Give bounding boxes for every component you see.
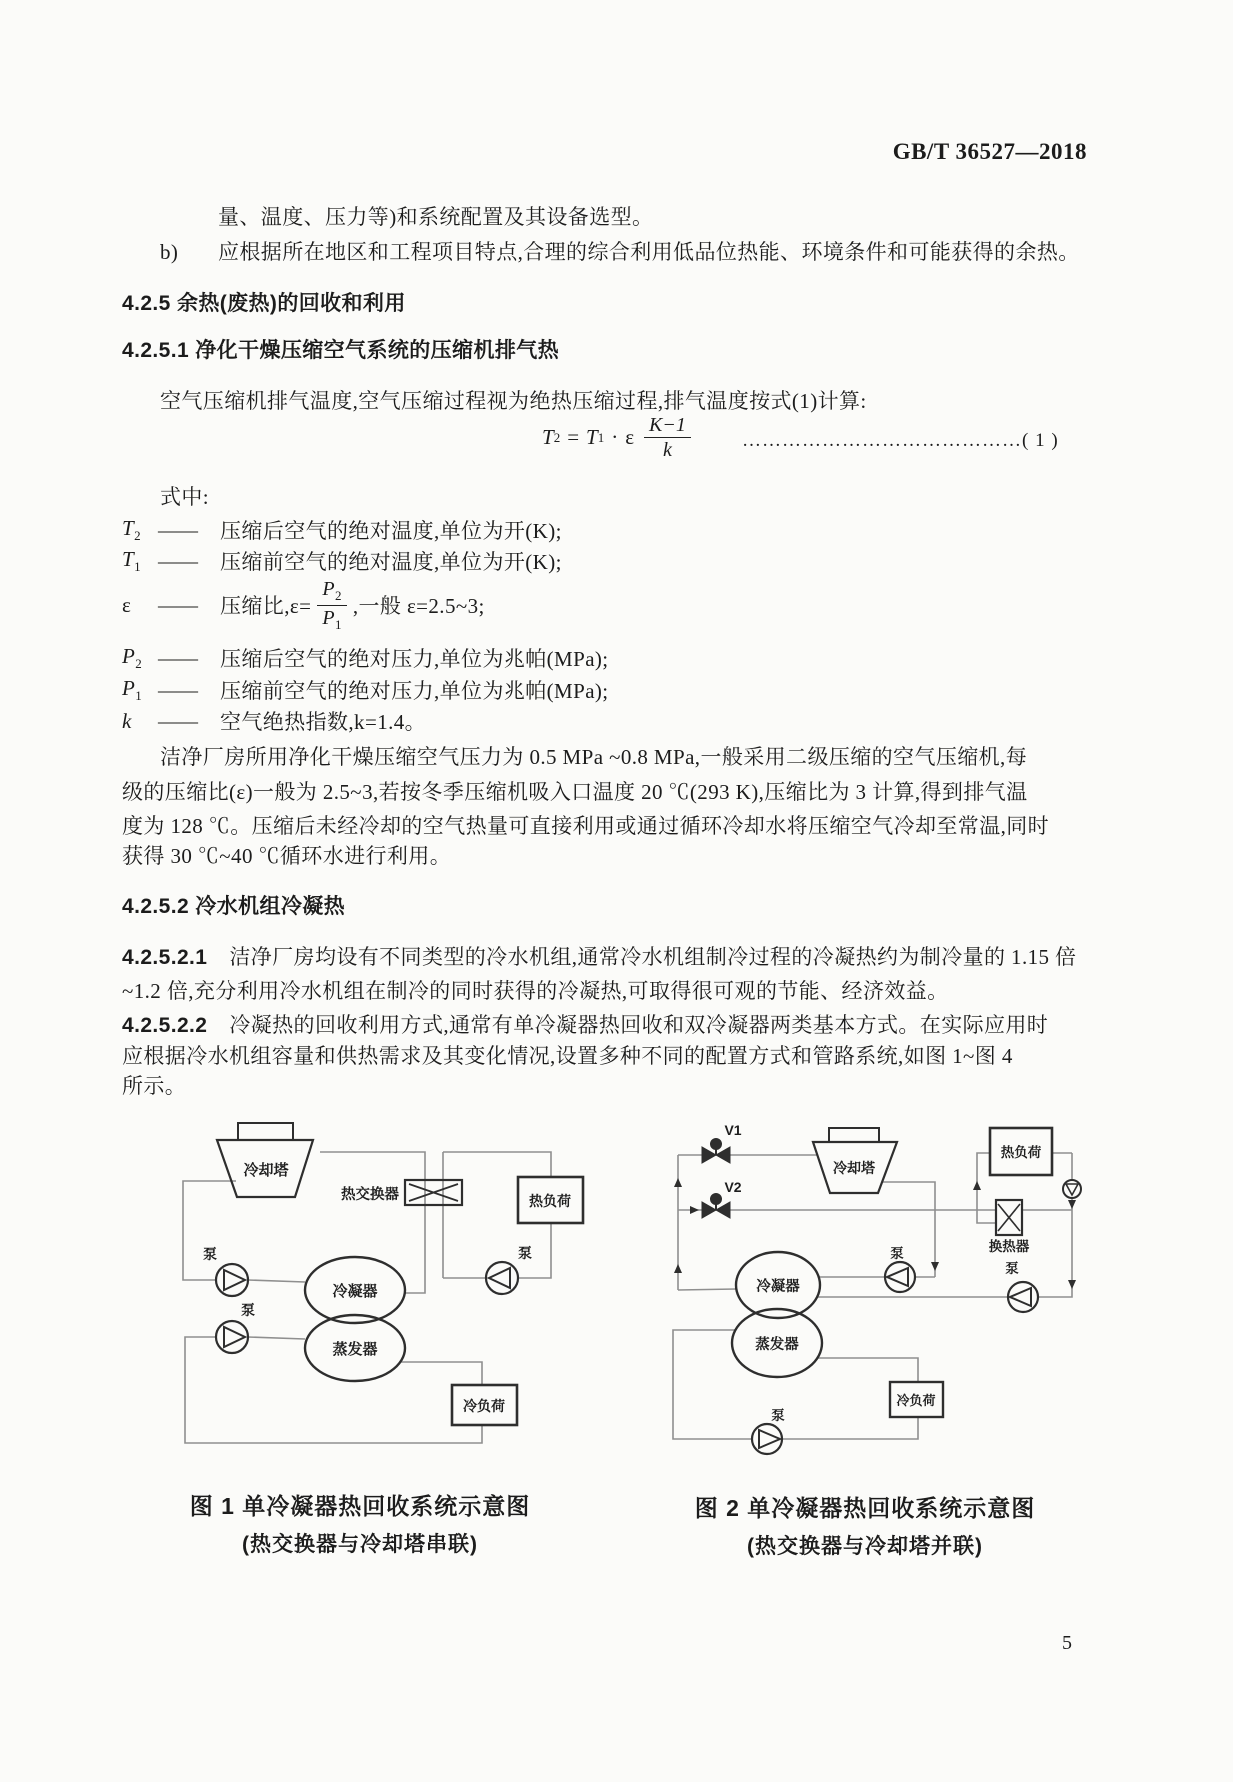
- cool-load-label: 冷负荷: [896, 1393, 936, 1408]
- pressure-ratio-fraction: $\frac{P_2}{P_1}$: [317, 578, 347, 632]
- body-line: 4.2.5.2.1 洁净厂房均设有不同类型的冷水机组,通常冷水机组制冷过程的冷凝热约为制冷量的 1.15 倍: [122, 945, 1077, 969]
- def-symbol: k: [122, 708, 132, 733]
- figure1-caption: 图 1 单冷凝器热回收系统示意图: [189, 1493, 531, 1519]
- equation-1: T 2 = T 1 · ε $\frac{K-1}{k}$: [542, 414, 697, 461]
- valve-v2: [702, 1194, 730, 1219]
- up-arrow: [674, 1264, 682, 1273]
- up-arrow: [674, 1178, 682, 1187]
- down-arrow: [1068, 1280, 1076, 1289]
- condenser-label: 冷凝器: [756, 1279, 800, 1295]
- pump-label: 泵: [203, 1246, 217, 1262]
- valve-v1: [702, 1139, 730, 1164]
- where-label: 式中:: [160, 485, 210, 509]
- heat-exchanger-label: 换热器: [988, 1239, 1030, 1254]
- figure1-diagram: [150, 1085, 620, 1470]
- pump-symbol: [752, 1424, 782, 1454]
- cooling-tower-fan-housing: [238, 1123, 293, 1140]
- body-line: ~1.2 倍,充分利用冷水机组在制冷的同时获得的冷凝热,可取得很可观的节能、经济效益。: [122, 979, 949, 1003]
- figure1-subcaption: (热交换器与冷却塔串联): [242, 1533, 478, 1556]
- definition-row-epsilon: ε —— 压缩比,ε= $\frac{P_2}{P_1}$ ,一般 ε=2.5~3;: [122, 578, 485, 632]
- definition-row-t2: $T_2$ —— 压缩后空气的绝对温度,单位为开(K);: [122, 515, 562, 544]
- equation-number: ……………………………………( 1 ): [742, 430, 1059, 451]
- equation-1-row: [122, 408, 1112, 478]
- def-symbol: $P_2$: [122, 643, 143, 672]
- clause-marker: 4.2.5.2.1: [122, 946, 208, 969]
- def-symbol: ε: [122, 592, 132, 617]
- body-line: 应根据冷水机组容量和供热需求及其变化情况,设置多种不同的配置方式和管路系统,如图 1~图 4: [122, 1044, 1013, 1068]
- pump-symbol: [216, 1321, 248, 1353]
- definition-row-k: k —— 空气绝热指数,k=1.4。: [122, 708, 427, 734]
- pump-symbol: [885, 1262, 915, 1292]
- def-symbol: $T_2$: [122, 515, 141, 544]
- page-number: 5: [1062, 1632, 1072, 1654]
- clause-marker: 4.2.5.2.2: [122, 1014, 208, 1037]
- heat-load-label: 热负荷: [529, 1193, 571, 1209]
- definition-row-p1: $P_1$ —— 压缩前空气的绝对压力,单位为兆帕(MPa);: [122, 675, 609, 704]
- body-line: 4.2.5.2.2 冷凝热的回收利用方式,通常有单冷凝器热回收和双冷凝器两类基本方式。在实际应用时: [122, 1013, 1049, 1037]
- pump-label: 泵: [1005, 1261, 1019, 1276]
- definition-row-p2: $P_2$ —— 压缩后空气的绝对压力,单位为兆帕(MPa);: [122, 643, 609, 672]
- eq-exponent-fraction: $\frac{K-1}{k}$: [644, 414, 691, 461]
- pump-label: 泵: [771, 1408, 785, 1423]
- pump-symbol: [216, 1264, 248, 1296]
- condenser-label: 冷凝器: [332, 1283, 378, 1300]
- item-b-text: 应根据所在地区和工程项目特点,合理的综合利用低品位热能、环境条件和可能获得的余热。: [218, 240, 1080, 264]
- down-arrow: [931, 1262, 939, 1271]
- pump-label: 泵: [241, 1302, 255, 1318]
- body-line: 所示。: [122, 1074, 187, 1098]
- down-arrow: [1068, 1200, 1076, 1209]
- evaporator-label: 蒸发器: [332, 1341, 378, 1358]
- list-item-b: [160, 236, 1080, 266]
- right-arrow: [690, 1206, 699, 1214]
- evaporator-label: 蒸发器: [755, 1337, 799, 1353]
- body-line: 获得 30 ℃~40 ℃循环水进行利用。: [122, 844, 452, 868]
- def-symbol: $T_1$: [122, 546, 141, 575]
- figure2-caption: 图 2 单冷凝器热回收系统示意图: [694, 1495, 1036, 1521]
- pump-label: 泵: [890, 1246, 904, 1261]
- heading-4-2-5-2: 4.2.5.2 冷水机组冷凝热: [122, 895, 346, 918]
- body-line: 级的压缩比(ε)一般为 2.5~3,若按冬季压缩机吸入口温度 20 ℃(293 K),压缩比为 3 计算,得到排气温: [122, 780, 1028, 804]
- cool-load-label: 冷负荷: [463, 1398, 505, 1414]
- figure2-diagram: [620, 1085, 1105, 1470]
- eq-rhs: T: [586, 425, 598, 449]
- pump-symbol: [486, 1262, 518, 1294]
- heat-exchanger-label: 热交换器: [341, 1187, 399, 1203]
- definition-row-t1: $T_1$ —— 压缩前空气的绝对温度,单位为开(K);: [122, 546, 562, 575]
- heat-load-label: 热负荷: [1000, 1145, 1042, 1160]
- valve-v2-label: V2: [724, 1179, 742, 1195]
- heading-4-2-5-1: 4.2.5.1 净化干燥压缩空气系统的压缩机排气热: [122, 339, 560, 362]
- cooling-tower-label: 冷却塔: [243, 1162, 289, 1179]
- cooling-tower-label: 冷却塔: [833, 1160, 875, 1176]
- cooling-tower-fan-housing: [829, 1128, 879, 1142]
- item-b-marker: b): [160, 240, 179, 264]
- carryover-line: 量、温度、压力等)和系统配置及其设备选型。: [218, 205, 654, 229]
- eq-lhs: T: [542, 425, 554, 449]
- pump-label: 泵: [518, 1245, 532, 1261]
- pump-symbol: [1008, 1282, 1038, 1312]
- small-pump-symbol: [1063, 1180, 1081, 1198]
- body-line: 洁净厂房所用净化干燥压缩空气压力为 0.5 MPa ~0.8 MPa,一般采用二级压缩的空气压缩机,每: [160, 745, 1028, 769]
- paragraph-intro: 空气压缩机排气温度,空气压缩过程视为绝热压缩过程,排气温度按式(1)计算:: [160, 389, 867, 413]
- valve-v1-label: V1: [724, 1122, 742, 1138]
- def-symbol: $P_1$: [122, 675, 143, 704]
- up-arrow: [973, 1181, 981, 1190]
- body-line: 度为 128 ℃。压缩后未经冷却的空气热量可直接利用或通过循环冷却水将压缩空气冷却至常温,同时: [122, 814, 1050, 838]
- standard-code: GB/T 36527—2018: [892, 139, 1087, 164]
- heading-4-2-5: 4.2.5 余热(废热)的回收和利用: [122, 292, 406, 315]
- figure2-subcaption: (热交换器与冷却塔并联): [747, 1535, 983, 1558]
